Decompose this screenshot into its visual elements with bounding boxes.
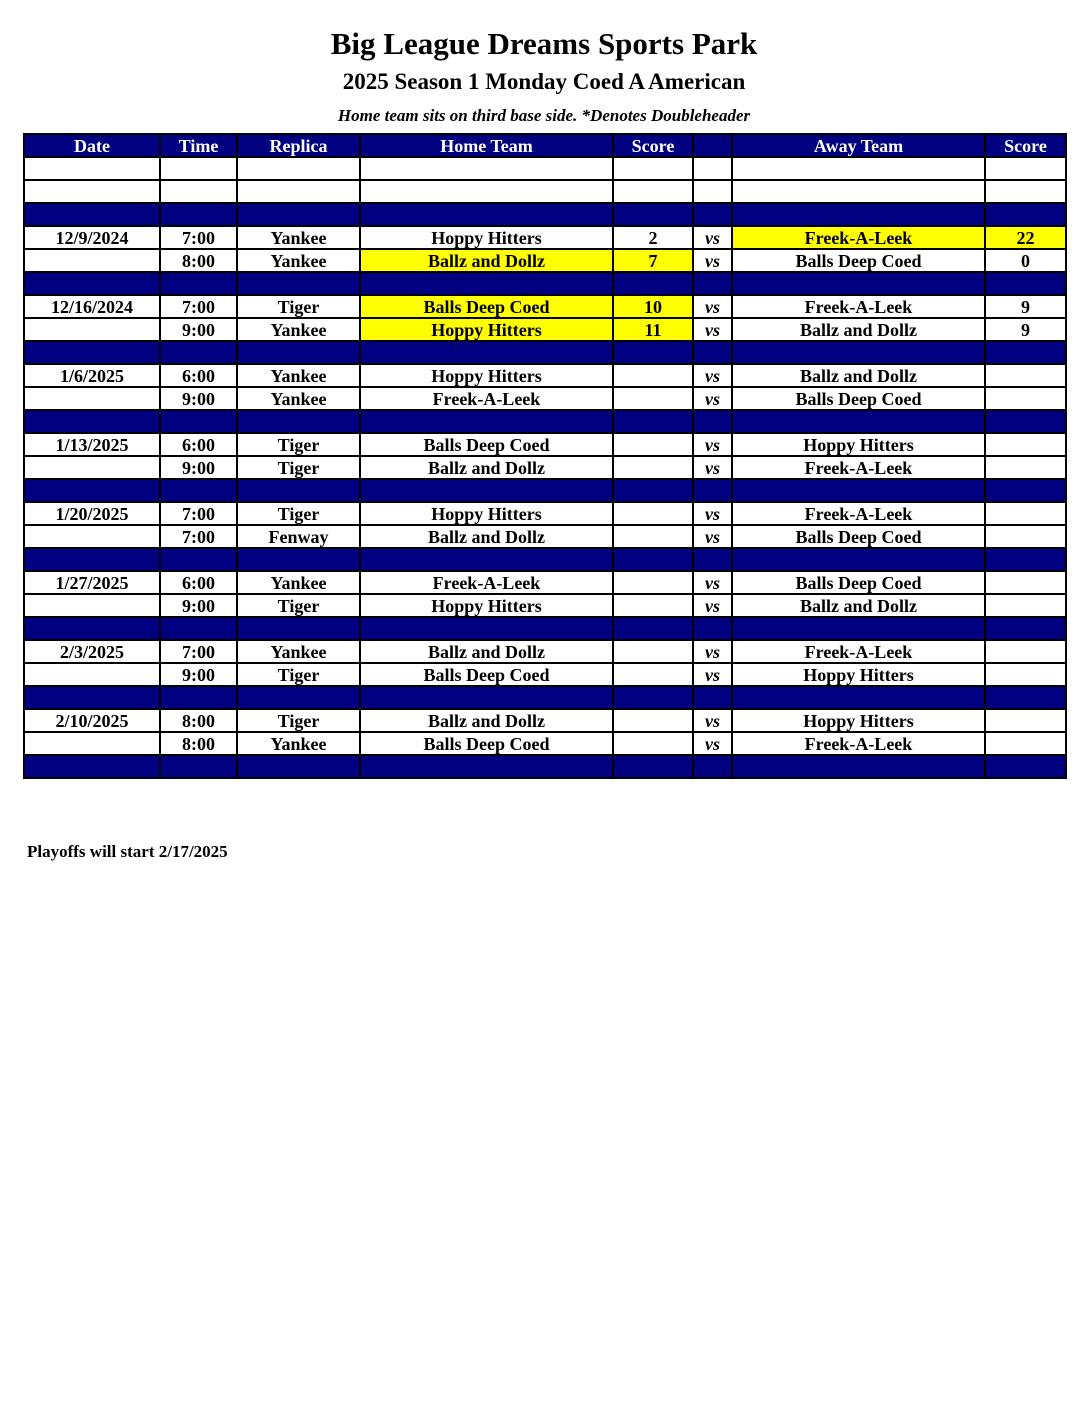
table-row xyxy=(24,525,1066,548)
time-cell xyxy=(160,617,237,640)
date-cell: 1/13/2025 xyxy=(24,433,160,456)
date-cell xyxy=(24,387,160,410)
away-team-cell: Freek-A-Leek xyxy=(732,640,985,663)
away-score-cell xyxy=(985,387,1066,410)
week-separator-row xyxy=(24,617,1066,640)
vs-cell: vs xyxy=(693,318,732,341)
home-team-cell xyxy=(360,180,613,203)
home-score-cell xyxy=(613,272,693,295)
time-cell xyxy=(160,180,237,203)
away-team-cell xyxy=(732,548,985,571)
vs-cell: vs xyxy=(693,387,732,410)
home-score-cell xyxy=(613,709,693,732)
time-cell xyxy=(160,686,237,709)
home-team-cell: Ballz and Dollz xyxy=(360,709,613,732)
replica-cell xyxy=(237,686,360,709)
replica-cell: Yankee xyxy=(237,732,360,755)
home-score-cell xyxy=(613,410,693,433)
table-row xyxy=(24,456,1066,479)
date-cell xyxy=(24,663,160,686)
date-cell xyxy=(24,732,160,755)
week-separator-row xyxy=(24,686,1066,709)
table-row xyxy=(24,249,1066,272)
away-score-cell xyxy=(985,272,1066,295)
away-score-cell xyxy=(985,502,1066,525)
table-row xyxy=(24,318,1066,341)
home-score-cell xyxy=(613,732,693,755)
away-team-cell xyxy=(732,272,985,295)
away-team-cell xyxy=(732,617,985,640)
date-cell xyxy=(24,479,160,502)
home-team-cell: Ballz and Dollz xyxy=(360,640,613,663)
date-cell xyxy=(24,594,160,617)
time-cell xyxy=(160,410,237,433)
away-team-cell: Balls Deep Coed xyxy=(732,525,985,548)
home-score-cell xyxy=(613,341,693,364)
date-cell xyxy=(24,548,160,571)
away-team-cell xyxy=(732,341,985,364)
away-score-cell xyxy=(985,732,1066,755)
table-row xyxy=(24,387,1066,410)
season-subtitle: 2025 Season 1 Monday Coed A American xyxy=(342,69,746,94)
replica-cell xyxy=(237,272,360,295)
date-cell: 12/9/2024 xyxy=(24,226,160,249)
replica-cell xyxy=(237,203,360,226)
time-cell: 7:00 xyxy=(160,502,237,525)
home-team-cell: Freek-A-Leek xyxy=(360,387,613,410)
home-score-cell xyxy=(613,479,693,502)
vs-cell: vs xyxy=(693,433,732,456)
replica-cell: Tiger xyxy=(237,295,360,318)
vs-cell xyxy=(693,272,732,295)
away-team-cell xyxy=(732,479,985,502)
replica-cell: Tiger xyxy=(237,663,360,686)
time-cell: 9:00 xyxy=(160,594,237,617)
replica-cell xyxy=(237,180,360,203)
vs-cell: vs xyxy=(693,364,732,387)
home-score-cell xyxy=(613,364,693,387)
away-team-cell: Hoppy Hitters xyxy=(732,433,985,456)
table-row xyxy=(24,732,1066,755)
away-team-cell: Balls Deep Coed xyxy=(732,249,985,272)
time-cell: 6:00 xyxy=(160,364,237,387)
away-score-cell xyxy=(985,525,1066,548)
home-score-cell xyxy=(613,663,693,686)
away-team-cell: Freek-A-Leek xyxy=(732,226,985,249)
blank-row xyxy=(24,180,1066,203)
date-cell xyxy=(24,341,160,364)
vs-cell xyxy=(693,341,732,364)
home-team-cell xyxy=(360,341,613,364)
replica-cell: Yankee xyxy=(237,249,360,272)
home-score-cell: 11 xyxy=(613,318,693,341)
vs-cell xyxy=(693,755,732,778)
away-score-cell: 9 xyxy=(985,295,1066,318)
column-header-home-team: Home Team xyxy=(360,134,613,157)
replica-cell xyxy=(237,157,360,180)
away-score-cell xyxy=(985,433,1066,456)
home-team-cell: Balls Deep Coed xyxy=(360,295,613,318)
table-row xyxy=(24,433,1066,456)
home-score-cell xyxy=(613,456,693,479)
vs-cell: vs xyxy=(693,502,732,525)
time-cell: 6:00 xyxy=(160,571,237,594)
week-separator-row xyxy=(24,410,1066,433)
doubleheader-note: Home team sits on third base side. *Denotes Doubleheader xyxy=(337,106,751,125)
week-separator-row xyxy=(24,203,1066,226)
date-cell xyxy=(24,755,160,778)
away-team-cell: Balls Deep Coed xyxy=(732,387,985,410)
time-cell: 7:00 xyxy=(160,226,237,249)
page-title: Big League Dreams Sports Park xyxy=(330,26,758,61)
replica-cell: Yankee xyxy=(237,640,360,663)
date-cell xyxy=(24,157,160,180)
away-score-cell xyxy=(985,364,1066,387)
away-team-cell: Freek-A-Leek xyxy=(732,502,985,525)
home-team-cell: Hoppy Hitters xyxy=(360,226,613,249)
table-header-row xyxy=(24,134,1066,157)
home-team-cell xyxy=(360,272,613,295)
vs-cell: vs xyxy=(693,249,732,272)
away-score-cell xyxy=(985,755,1066,778)
column-header-date: Date xyxy=(24,134,160,157)
date-cell xyxy=(24,617,160,640)
vs-cell: vs xyxy=(693,571,732,594)
time-cell: 8:00 xyxy=(160,249,237,272)
time-cell: 7:00 xyxy=(160,640,237,663)
vs-cell: vs xyxy=(693,226,732,249)
away-team-cell: Ballz and Dollz xyxy=(732,364,985,387)
table-row xyxy=(24,502,1066,525)
vs-cell xyxy=(693,479,732,502)
home-team-cell: Hoppy Hitters xyxy=(360,502,613,525)
table-row xyxy=(24,663,1066,686)
column-header-away-score: Score xyxy=(985,134,1066,157)
replica-cell: Tiger xyxy=(237,433,360,456)
vs-cell xyxy=(693,410,732,433)
time-cell: 8:00 xyxy=(160,709,237,732)
home-score-cell: 10 xyxy=(613,295,693,318)
time-cell: 7:00 xyxy=(160,525,237,548)
table-row xyxy=(24,226,1066,249)
table-row xyxy=(24,594,1066,617)
schedule-body xyxy=(24,157,1066,778)
vs-cell xyxy=(693,203,732,226)
replica-cell: Yankee xyxy=(237,364,360,387)
away-score-cell xyxy=(985,341,1066,364)
home-team-cell xyxy=(360,203,613,226)
away-score-cell xyxy=(985,456,1066,479)
away-score-cell xyxy=(985,640,1066,663)
column-header-away-team: Away Team xyxy=(732,134,985,157)
home-score-cell xyxy=(613,686,693,709)
home-team-cell: Balls Deep Coed xyxy=(360,663,613,686)
vs-cell: vs xyxy=(693,594,732,617)
table-row xyxy=(24,571,1066,594)
away-score-cell xyxy=(985,180,1066,203)
time-cell xyxy=(160,341,237,364)
home-score-cell xyxy=(613,525,693,548)
date-cell: 1/6/2025 xyxy=(24,364,160,387)
away-team-cell: Hoppy Hitters xyxy=(732,663,985,686)
schedule-table xyxy=(23,133,1067,779)
home-score-cell xyxy=(613,433,693,456)
home-score-cell xyxy=(613,203,693,226)
date-cell: 2/10/2025 xyxy=(24,709,160,732)
away-score-cell xyxy=(985,203,1066,226)
home-score-cell xyxy=(613,180,693,203)
date-cell xyxy=(24,249,160,272)
vs-cell: vs xyxy=(693,709,732,732)
column-header-home-score: Score xyxy=(613,134,693,157)
away-team-cell xyxy=(732,410,985,433)
time-cell: 6:00 xyxy=(160,433,237,456)
date-cell xyxy=(24,203,160,226)
replica-cell: Tiger xyxy=(237,502,360,525)
vs-cell: vs xyxy=(693,640,732,663)
home-score-cell xyxy=(613,617,693,640)
home-score-cell xyxy=(613,640,693,663)
away-team-cell: Balls Deep Coed xyxy=(732,571,985,594)
home-team-cell: Ballz and Dollz xyxy=(360,456,613,479)
time-cell: 9:00 xyxy=(160,318,237,341)
home-team-cell: Hoppy Hitters xyxy=(360,318,613,341)
date-cell xyxy=(24,525,160,548)
time-cell xyxy=(160,548,237,571)
table-row xyxy=(24,295,1066,318)
time-cell xyxy=(160,203,237,226)
away-score-cell xyxy=(985,571,1066,594)
replica-cell: Yankee xyxy=(237,226,360,249)
column-header-replica: Replica xyxy=(237,134,360,157)
away-score-cell xyxy=(985,548,1066,571)
home-team-cell xyxy=(360,617,613,640)
home-team-cell xyxy=(360,157,613,180)
away-team-cell: Freek-A-Leek xyxy=(732,295,985,318)
away-score-cell xyxy=(985,410,1066,433)
home-team-cell: Hoppy Hitters xyxy=(360,594,613,617)
time-cell xyxy=(160,157,237,180)
away-team-cell: Freek-A-Leek xyxy=(732,456,985,479)
replica-cell: Fenway xyxy=(237,525,360,548)
playoffs-note: Playoffs will start 2/17/2025 xyxy=(27,842,228,861)
replica-cell: Yankee xyxy=(237,318,360,341)
away-team-cell xyxy=(732,180,985,203)
away-team-cell xyxy=(732,157,985,180)
away-score-cell: 0 xyxy=(985,249,1066,272)
away-score-cell xyxy=(985,686,1066,709)
vs-cell: vs xyxy=(693,663,732,686)
date-cell: 2/3/2025 xyxy=(24,640,160,663)
date-cell: 1/20/2025 xyxy=(24,502,160,525)
vs-cell: vs xyxy=(693,525,732,548)
replica-cell: Tiger xyxy=(237,709,360,732)
away-score-cell: 22 xyxy=(985,226,1066,249)
vs-cell xyxy=(693,157,732,180)
home-score-cell: 2 xyxy=(613,226,693,249)
replica-cell: Tiger xyxy=(237,594,360,617)
away-team-cell: Hoppy Hitters xyxy=(732,709,985,732)
vs-cell: vs xyxy=(693,732,732,755)
home-score-cell xyxy=(613,502,693,525)
replica-cell xyxy=(237,341,360,364)
date-cell xyxy=(24,410,160,433)
vs-cell xyxy=(693,617,732,640)
time-cell: 7:00 xyxy=(160,295,237,318)
home-score-cell: 7 xyxy=(613,249,693,272)
away-score-cell xyxy=(985,157,1066,180)
home-team-cell xyxy=(360,479,613,502)
home-team-cell xyxy=(360,548,613,571)
time-cell: 9:00 xyxy=(160,456,237,479)
replica-cell: Yankee xyxy=(237,387,360,410)
vs-cell xyxy=(693,548,732,571)
home-team-cell: Freek-A-Leek xyxy=(360,571,613,594)
column-header-time: Time xyxy=(160,134,237,157)
date-cell xyxy=(24,180,160,203)
week-separator-row xyxy=(24,341,1066,364)
home-score-cell xyxy=(613,571,693,594)
replica-cell xyxy=(237,479,360,502)
week-separator-row xyxy=(24,272,1066,295)
home-score-cell xyxy=(613,755,693,778)
away-team-cell xyxy=(732,686,985,709)
home-score-cell xyxy=(613,594,693,617)
time-cell: 8:00 xyxy=(160,732,237,755)
away-score-cell: 9 xyxy=(985,318,1066,341)
away-score-cell xyxy=(985,617,1066,640)
table-row xyxy=(24,640,1066,663)
time-cell: 9:00 xyxy=(160,387,237,410)
away-score-cell xyxy=(985,479,1066,502)
time-cell xyxy=(160,479,237,502)
replica-cell xyxy=(237,548,360,571)
away-team-cell: Freek-A-Leek xyxy=(732,732,985,755)
table-row xyxy=(24,709,1066,732)
week-separator-row xyxy=(24,479,1066,502)
date-cell xyxy=(24,686,160,709)
vs-cell: vs xyxy=(693,456,732,479)
date-cell xyxy=(24,318,160,341)
away-score-cell xyxy=(985,663,1066,686)
home-team-cell xyxy=(360,686,613,709)
home-score-cell xyxy=(613,387,693,410)
away-score-cell xyxy=(985,594,1066,617)
away-team-cell: Ballz and Dollz xyxy=(732,594,985,617)
time-cell: 9:00 xyxy=(160,663,237,686)
home-team-cell xyxy=(360,755,613,778)
home-team-cell: Balls Deep Coed xyxy=(360,433,613,456)
week-separator-row xyxy=(24,755,1066,778)
home-team-cell: Balls Deep Coed xyxy=(360,732,613,755)
replica-cell xyxy=(237,617,360,640)
replica-cell: Yankee xyxy=(237,571,360,594)
away-team-cell: Ballz and Dollz xyxy=(732,318,985,341)
date-cell xyxy=(24,272,160,295)
date-cell: 12/16/2024 xyxy=(24,295,160,318)
replica-cell xyxy=(237,755,360,778)
replica-cell xyxy=(237,410,360,433)
vs-cell xyxy=(693,180,732,203)
table-row xyxy=(24,364,1066,387)
week-separator-row xyxy=(24,548,1066,571)
home-team-cell xyxy=(360,410,613,433)
away-team-cell xyxy=(732,755,985,778)
date-cell xyxy=(24,456,160,479)
column-header-vs xyxy=(693,134,732,157)
away-score-cell xyxy=(985,709,1066,732)
time-cell xyxy=(160,272,237,295)
home-team-cell: Ballz and Dollz xyxy=(360,249,613,272)
home-team-cell: Hoppy Hitters xyxy=(360,364,613,387)
date-cell: 1/27/2025 xyxy=(24,571,160,594)
replica-cell: Tiger xyxy=(237,456,360,479)
vs-cell xyxy=(693,686,732,709)
home-team-cell: Ballz and Dollz xyxy=(360,525,613,548)
home-score-cell xyxy=(613,157,693,180)
away-team-cell xyxy=(732,203,985,226)
vs-cell: vs xyxy=(693,295,732,318)
time-cell xyxy=(160,755,237,778)
blank-row xyxy=(24,157,1066,180)
home-score-cell xyxy=(613,548,693,571)
